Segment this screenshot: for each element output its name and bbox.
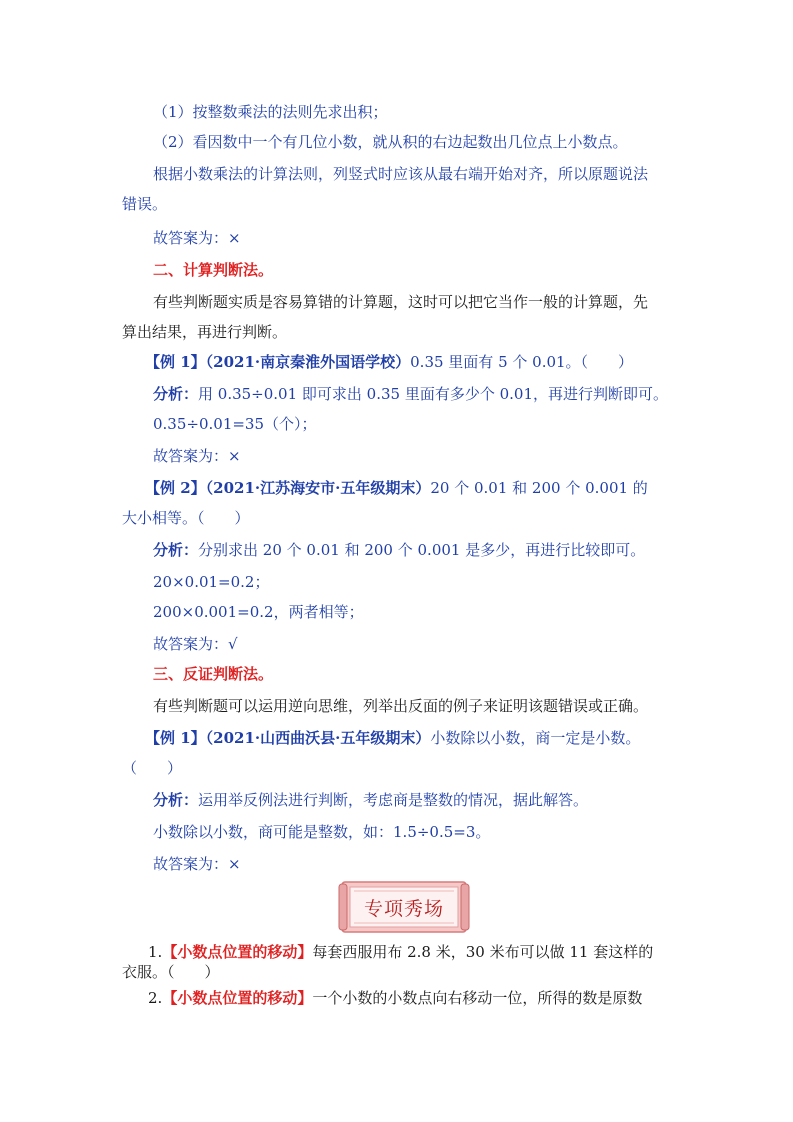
example-2-calculation-2 xyxy=(0,602,793,622)
paragraph-2 xyxy=(0,696,793,716)
section-heading-3 xyxy=(0,664,793,684)
explanation-line-2 xyxy=(0,194,793,214)
explanation-line-1 xyxy=(0,164,793,184)
example-2-question-text-1: 20 个 0.01 和 200 个 0.001 的 xyxy=(430,479,648,497)
example-1-analysis-tag: 分析： xyxy=(153,385,199,403)
example-2-analysis-text: 分别求出 20 个 0.01 和 200 个 0.001 是多少，再进行比较即可。 xyxy=(198,541,646,559)
example-2-answer xyxy=(0,634,793,654)
paragraph-1-line-1 xyxy=(0,292,793,312)
example-2-analysis-tag: 分析： xyxy=(153,541,199,559)
example-3-analysis-tag: 分析： xyxy=(153,791,199,809)
example-1-answer-text: 故答案为：× xyxy=(153,447,241,465)
example-3-answer xyxy=(0,854,793,874)
exercise-2-number: 2. xyxy=(148,989,163,1007)
paragraph-2-text: 有些判断题可以运用逆向思维，列举出反面的例子来证明该题错误或正确。 xyxy=(153,697,649,715)
example-3-tag: 【例 1】（2021·山西曲沃县·五年级期末） xyxy=(145,729,431,747)
exercise-1-tag: 【小数点位置的移动】 xyxy=(162,943,313,961)
rule-step-1 xyxy=(0,102,793,122)
section-heading-2 xyxy=(0,260,793,280)
example-1-calculation-text: 0.35÷0.01=35（个）； xyxy=(153,415,317,433)
banner-title: 专项秀场 xyxy=(363,897,444,920)
example-2-question-line-1 xyxy=(0,478,793,498)
example-3-answer-text: 故答案为：× xyxy=(153,855,241,873)
example-2-question-text-2: 大小相等。（ ） xyxy=(122,509,250,527)
exercise-1-line-1 xyxy=(0,942,793,962)
rule-step-2 xyxy=(0,132,793,152)
answer-text-0: 故答案为：× xyxy=(153,229,241,247)
exercise-1-text-2: 衣服。（ ） xyxy=(122,963,220,981)
example-2-tag: 【例 2】（2021·江苏海安市·五年级期末） xyxy=(145,479,431,497)
example-1-tag: 【例 1】（2021·南京秦淮外国语学校） xyxy=(145,353,411,371)
rule-step-1-text: （1）按整数乘法的法则先求出积； xyxy=(153,103,388,121)
exercise-2-text-1: 一个小数的小数点向右移动一位，所得的数是原数 xyxy=(312,989,643,1007)
example-2-answer-text: 故答案为：√ xyxy=(153,635,238,653)
example-3-calculation-text: 小数除以小数，商可能是整数，如：1.5÷0.5=3。 xyxy=(153,823,491,841)
exercise-1-line-2 xyxy=(0,962,793,982)
answer-line-0 xyxy=(0,228,793,248)
example-1-analysis xyxy=(0,384,793,404)
example-2-calculation-text-1: 20×0.01=0.2； xyxy=(153,573,270,591)
section-heading-3-text: 三、反证判断法。 xyxy=(153,665,274,683)
example-3-question-line-1 xyxy=(0,728,793,748)
example-3-question-text-1: 小数除以小数，商一定是小数。 xyxy=(430,729,641,747)
example-2-question-line-2 xyxy=(0,508,793,528)
example-3-analysis-text: 运用举反例法进行判断，考虑商是整数的情况，据此解答。 xyxy=(198,791,589,809)
example-2-calculation-text-2: 200×0.001=0.2，两者相等； xyxy=(153,603,364,621)
example-3-analysis xyxy=(0,790,793,810)
paragraph-1-text-1: 有些判断题实质是容易算错的计算题，这时可以把它当作一般的计算题，先 xyxy=(153,293,649,311)
explanation-text-1: 根据小数乘法的计算法则，列竖式时应该从最右端开始对齐，所以原题说法 xyxy=(153,165,649,183)
exercise-2-tag: 【小数点位置的移动】 xyxy=(162,989,313,1007)
explanation-text-2: 错误。 xyxy=(122,195,168,213)
example-2-analysis xyxy=(0,540,793,560)
example-1-calculation xyxy=(0,414,793,434)
exercise-1-text-1: 每套西服用布 2.8 米，30 米布可以做 11 套这样的 xyxy=(312,943,654,961)
special-section-banner xyxy=(338,880,470,934)
paragraph-1-line-2 xyxy=(0,322,793,342)
example-2-calculation-1 xyxy=(0,572,793,592)
section-heading-2-text: 二、计算判断法。 xyxy=(153,261,274,279)
example-1-analysis-text: 用 0.35÷0.01 即可求出 0.35 里面有多少个 0.01，再进行判断即可。 xyxy=(198,385,669,403)
example-1-answer xyxy=(0,446,793,466)
example-3-question-line-2 xyxy=(0,758,793,778)
example-1-question-text: 0.35 里面有 5 个 0.01。（ ） xyxy=(410,353,634,371)
example-3-question-text-2: （ ） xyxy=(122,759,183,777)
rule-step-2-text: （2）看因数中一个有几位小数，就从积的右边起数出几位点上小数点。 xyxy=(153,133,628,151)
paragraph-1-text-2: 算出结果，再进行判断。 xyxy=(122,323,288,341)
example-3-calculation xyxy=(0,822,793,842)
example-1-question xyxy=(0,352,793,372)
exercise-2-line-1 xyxy=(0,988,793,1008)
exercise-1-number: 1. xyxy=(148,943,163,961)
